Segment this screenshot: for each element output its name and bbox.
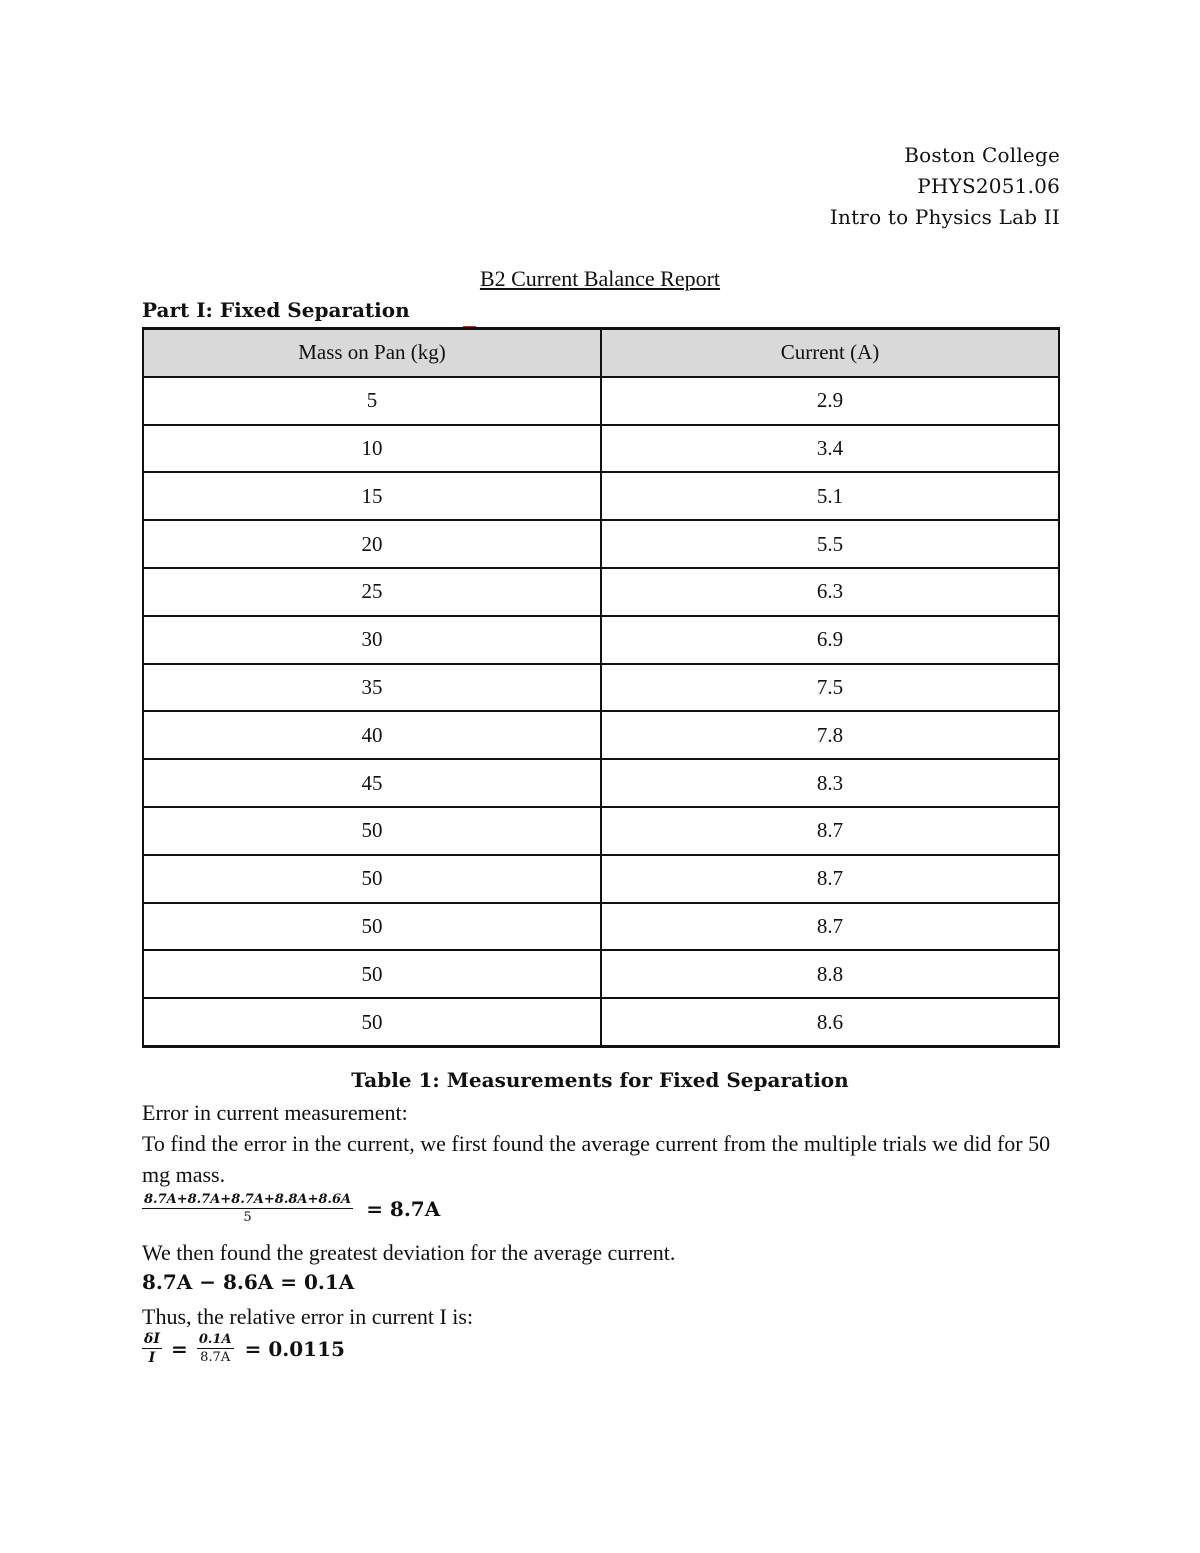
current-cell: 6.9 <box>601 616 1059 664</box>
table-row <box>143 759 1059 807</box>
mass-cell: 20 <box>143 520 601 568</box>
current-cell: 8.7 <box>601 903 1059 951</box>
mass-cell: 30 <box>143 616 601 664</box>
table-row <box>143 616 1059 664</box>
table-row <box>143 711 1059 759</box>
table-row <box>143 664 1059 712</box>
average-equation <box>142 1192 440 1225</box>
mass-cell: 45 <box>143 759 601 807</box>
mass-cell: 50 <box>143 903 601 951</box>
column-header-mass: Mass on Pan (kg) <box>143 329 601 377</box>
table-row <box>143 472 1059 520</box>
error-intro-text: To find the error in the current, we first found the average current from the multiple trials we did for 50 mg mass. <box>142 1131 1051 1187</box>
table-row <box>143 807 1059 855</box>
table-row <box>143 425 1059 473</box>
institution-name: Boston College <box>904 143 1060 167</box>
table-row <box>143 855 1059 903</box>
report-title: B2 Current Balance Report <box>479 266 721 291</box>
relative-error-equation <box>142 1331 345 1366</box>
average-denominator: 5 <box>243 1210 252 1225</box>
mass-cell: 10 <box>143 425 601 473</box>
relative-rhs-numerator: 0.1A <box>198 1332 232 1347</box>
current-cell: 3.4 <box>601 425 1059 473</box>
current-cell: 7.5 <box>601 664 1059 712</box>
deviation-text: We then found the greatest deviation for the average current. <box>142 1240 676 1265</box>
relative-lhs-numerator: δI <box>144 1331 160 1347</box>
current-cell: 8.7 <box>601 855 1059 903</box>
relative-error-text: Thus, the relative error in current I is: <box>142 1304 474 1329</box>
deviation-equation: 8.7A − 8.6A = 0.1A <box>142 1270 355 1294</box>
mass-cell: 50 <box>143 855 601 903</box>
table-header-row <box>143 329 1059 377</box>
mass-cell: 15 <box>143 472 601 520</box>
relative-rhs-denominator: 8.7A <box>200 1350 231 1365</box>
mass-cell: 50 <box>143 950 601 998</box>
average-result: = 8.7A <box>366 1196 441 1221</box>
document-header <box>830 140 1060 233</box>
table-row <box>143 903 1059 951</box>
course-code: PHYS2051.06 <box>917 174 1060 198</box>
mass-cell: 40 <box>143 711 601 759</box>
column-header-current: Current (A) <box>601 329 1059 377</box>
relative-equals: = <box>170 1336 188 1361</box>
table-body <box>143 377 1059 1047</box>
current-cell: 5.1 <box>601 472 1059 520</box>
current-cell: 5.5 <box>601 520 1059 568</box>
current-cell: 8.7 <box>601 807 1059 855</box>
relative-result: = 0.0115 <box>244 1336 345 1361</box>
mass-cell: 50 <box>143 807 601 855</box>
table-row <box>143 377 1059 425</box>
course-name: Intro to Physics Lab II <box>829 205 1060 229</box>
mass-cell: 35 <box>143 664 601 712</box>
current-cell: 6.3 <box>601 568 1059 616</box>
mass-cell: 25 <box>143 568 601 616</box>
part-heading: Part I: Fixed Separation <box>142 298 410 322</box>
current-cell: 8.8 <box>601 950 1059 998</box>
current-cell: 2.9 <box>601 377 1059 425</box>
relative-lhs-denominator: I <box>148 1350 156 1366</box>
current-cell: 7.8 <box>601 711 1059 759</box>
error-heading: Error in current measurement: <box>142 1100 408 1125</box>
table-row <box>143 950 1059 998</box>
current-cell: 8.6 <box>601 998 1059 1046</box>
mass-cell: 5 <box>143 377 601 425</box>
table-row <box>143 520 1059 568</box>
current-cell: 8.3 <box>601 759 1059 807</box>
mass-cell: 50 <box>143 998 601 1046</box>
table-row <box>143 568 1059 616</box>
table-row <box>143 998 1059 1046</box>
average-numerator: 8.7A+8.7A+8.7A+8.8A+8.6A <box>144 1192 352 1207</box>
measurements-table <box>142 327 1060 1048</box>
table-caption: Table 1: Measurements for Fixed Separation <box>351 1068 849 1092</box>
